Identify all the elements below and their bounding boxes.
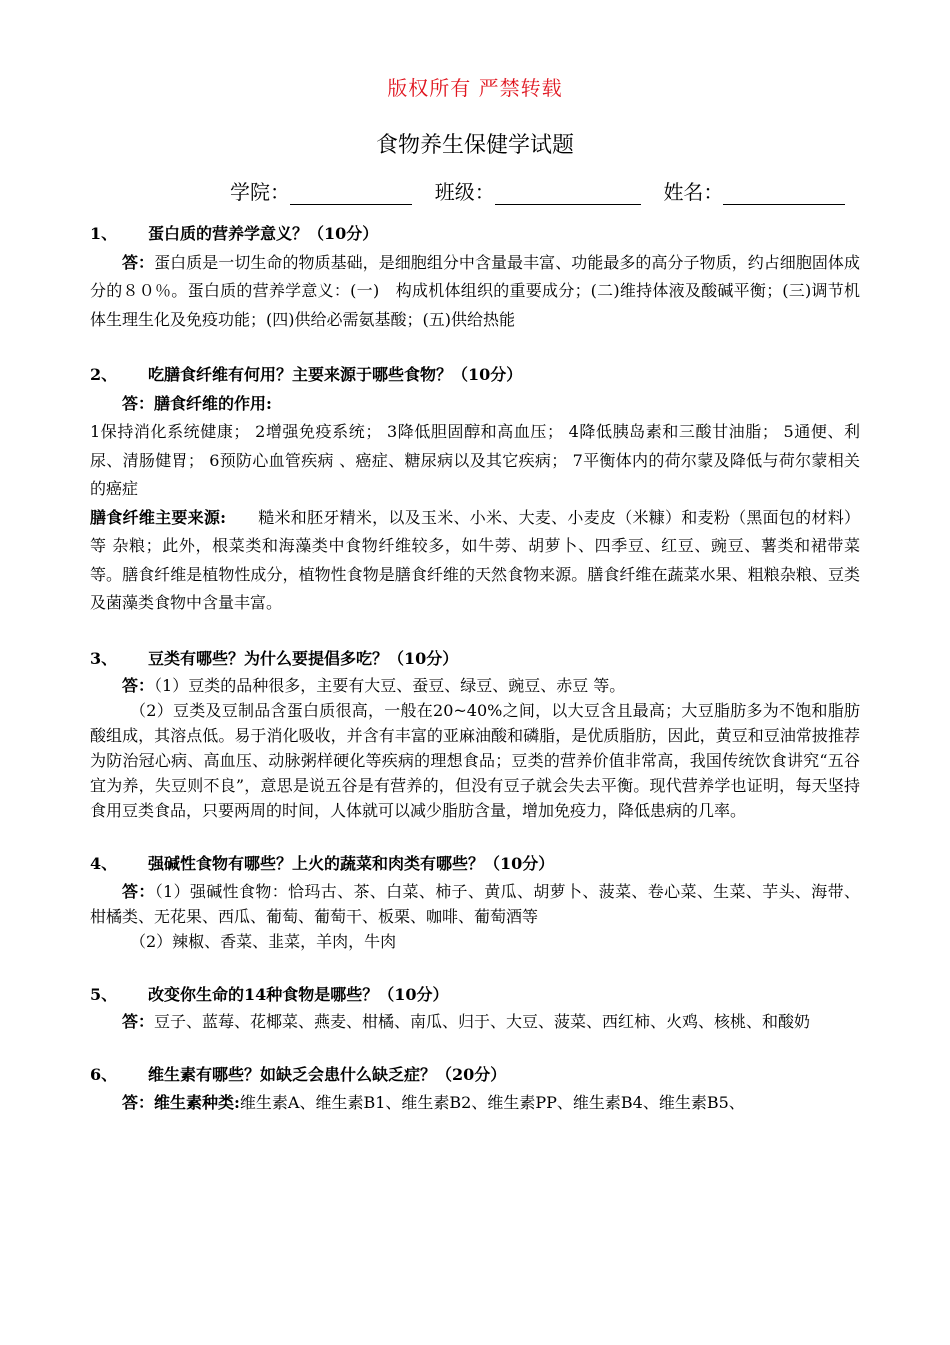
answer-label: 答： — [122, 881, 155, 901]
name-blank — [723, 182, 845, 205]
question-2 — [90, 361, 860, 390]
source-label: 膳食纤维主要来源: — [90, 507, 227, 527]
question-1 — [90, 220, 860, 249]
answer-text: 维生素A、维生素B1、维生素B2、维生素PP、维生素B4、维生素B5、 — [239, 1092, 745, 1112]
question-text: 蛋白质的营养学意义？（10分） — [148, 224, 379, 243]
class-blank — [495, 182, 641, 205]
college-label: 学院： — [230, 180, 290, 204]
answer-4-part-1 — [90, 879, 860, 929]
name-label: 姓名： — [663, 180, 724, 204]
answer-label: 答： — [122, 1012, 155, 1031]
question-3 — [90, 645, 860, 674]
question-number: 4、 — [90, 854, 118, 873]
answer-2-uses: 1保持消化系统健康； 2增强免疫系统； 3降低胆固醇和高血压； 4降低胰岛素和三酸甘油脂； 5通便、利尿、清肠健胃； 6预防心血管疾病 、癌症、糖尿病以及其它疾病； 7平衡体内的荷尔蒙及降低与荷尔蒙相关的癌症 — [90, 422, 860, 498]
answer-2-head: 答：膳食纤维的作用: — [122, 393, 272, 413]
answer-3-part-2: （2）豆类及豆制品含蛋白质很高，一般在20~40%之间，以大豆含且最高；大豆脂肪多为不饱和脂肪酸组成，其溶点低。易于消化吸收，并含有丰富的亚麻油酸和磷脂，是优质脂肪，因此，黄豆和豆油常披推荐为防治冠心病、高血压、动脉粥样硬化等疾病的理想食品；豆类的营养价值非常高，我国传统饮食讲究“五谷宜为养，失豆则不良”，意思是说五谷是有营养的，但没有豆子就会失去平衡。现代营养学也证明，每天坚持食用豆类食品，只要两周的时间，人体就可以减少脂肪含量，增加免疫力，降低患病的几率。 — [90, 701, 860, 820]
college-blank — [290, 182, 412, 205]
question-text: 豆类有哪些？为什么要提倡多吃？（10分） — [148, 648, 459, 668]
question-text: 吃膳食纤维有何用？主要来源于哪些食物？（10分） — [148, 365, 523, 384]
answer-1 — [90, 249, 860, 335]
source-text: 糙米和胚牙精米，以及玉米、小米、大麦、小麦皮（米糠）和麦粉（黑面包的材料）等 杂粮；此外，根菜类和海藻类中食物纤维较多，如牛蒡、胡萝卜、四季豆、红豆、豌豆、薯类和裙带菜等。膳食纤维是植物性成分，植物性食物是膳食纤维的天然食物来源。膳食纤维在蔬菜水果、粗粮杂粮、豆类及菌藻类食物中含量丰富。 — [90, 507, 860, 612]
answer-6 — [90, 1090, 860, 1115]
answer-text: 豆子、蓝莓、花椰菜、燕麦、柑橘、南瓜、归于、大豆、菠菜、西红柿、火鸡、核桃、和酸奶 — [154, 1012, 811, 1031]
question-text: 强碱性食物有哪些？上火的蔬菜和肉类有哪些？（10分） — [148, 854, 555, 873]
question-5 — [90, 981, 860, 1010]
page-title: 食物养生保健学试题 — [375, 133, 574, 158]
question-6 — [90, 1061, 860, 1090]
question-number: 5、 — [90, 984, 118, 1004]
question-number: 3、 — [90, 648, 118, 668]
answer-text: 蛋白质是一切生命的物质基础，是细胞组分中含量最丰富、功能最多的高分子物质，约占细胞固体成分的８０％。蛋白质的营养学意义：(一) 构成机体组织的重要成分；(二)维持体液及酸碱平衡；(三)调节机体生理生化及免疫功能；(四)供给必需氨基酸；(五)供给热能 — [90, 252, 860, 329]
answer-label: 答：维生素种类: — [122, 1092, 240, 1112]
questions — [90, 220, 860, 1115]
answer-3-part-1 — [90, 673, 860, 698]
question-text: 改变你生命的14种食物是哪些？（10分） — [148, 984, 449, 1004]
question-number: 1、 — [90, 224, 118, 243]
answer-2-sources — [90, 504, 860, 618]
class-label: 班级： — [434, 180, 495, 204]
question-number: 6、 — [90, 1065, 118, 1084]
answer-text: （1）强碱性食物：恰玛古、茶、白菜、柿子、黄瓜、胡萝卜、菠菜、卷心菜、生菜、芋头、海带、柑橘类、无花果、西瓜、葡萄、葡萄干、板栗、咖啡、葡萄酒等 — [90, 881, 860, 926]
answer-5 — [90, 1009, 860, 1034]
answer-label: 答： — [122, 252, 155, 272]
answer-label: 答： — [122, 676, 155, 695]
question-4 — [90, 850, 860, 879]
student-info-row — [230, 176, 845, 205]
question-text: 维生素有哪些？如缺乏会患什么缺乏症？（20分） — [148, 1065, 507, 1084]
copyright-notice: 版权所有 严禁转载 — [387, 76, 563, 100]
answer-text: （1）豆类的品种很多，主要有大豆、蚕豆、绿豆、豌豆、赤豆 等。 — [154, 676, 626, 695]
answer-4-part-2: （2）辣椒、香菜、韭菜，羊肉，牛肉 — [130, 931, 397, 951]
question-number: 2、 — [90, 365, 118, 384]
